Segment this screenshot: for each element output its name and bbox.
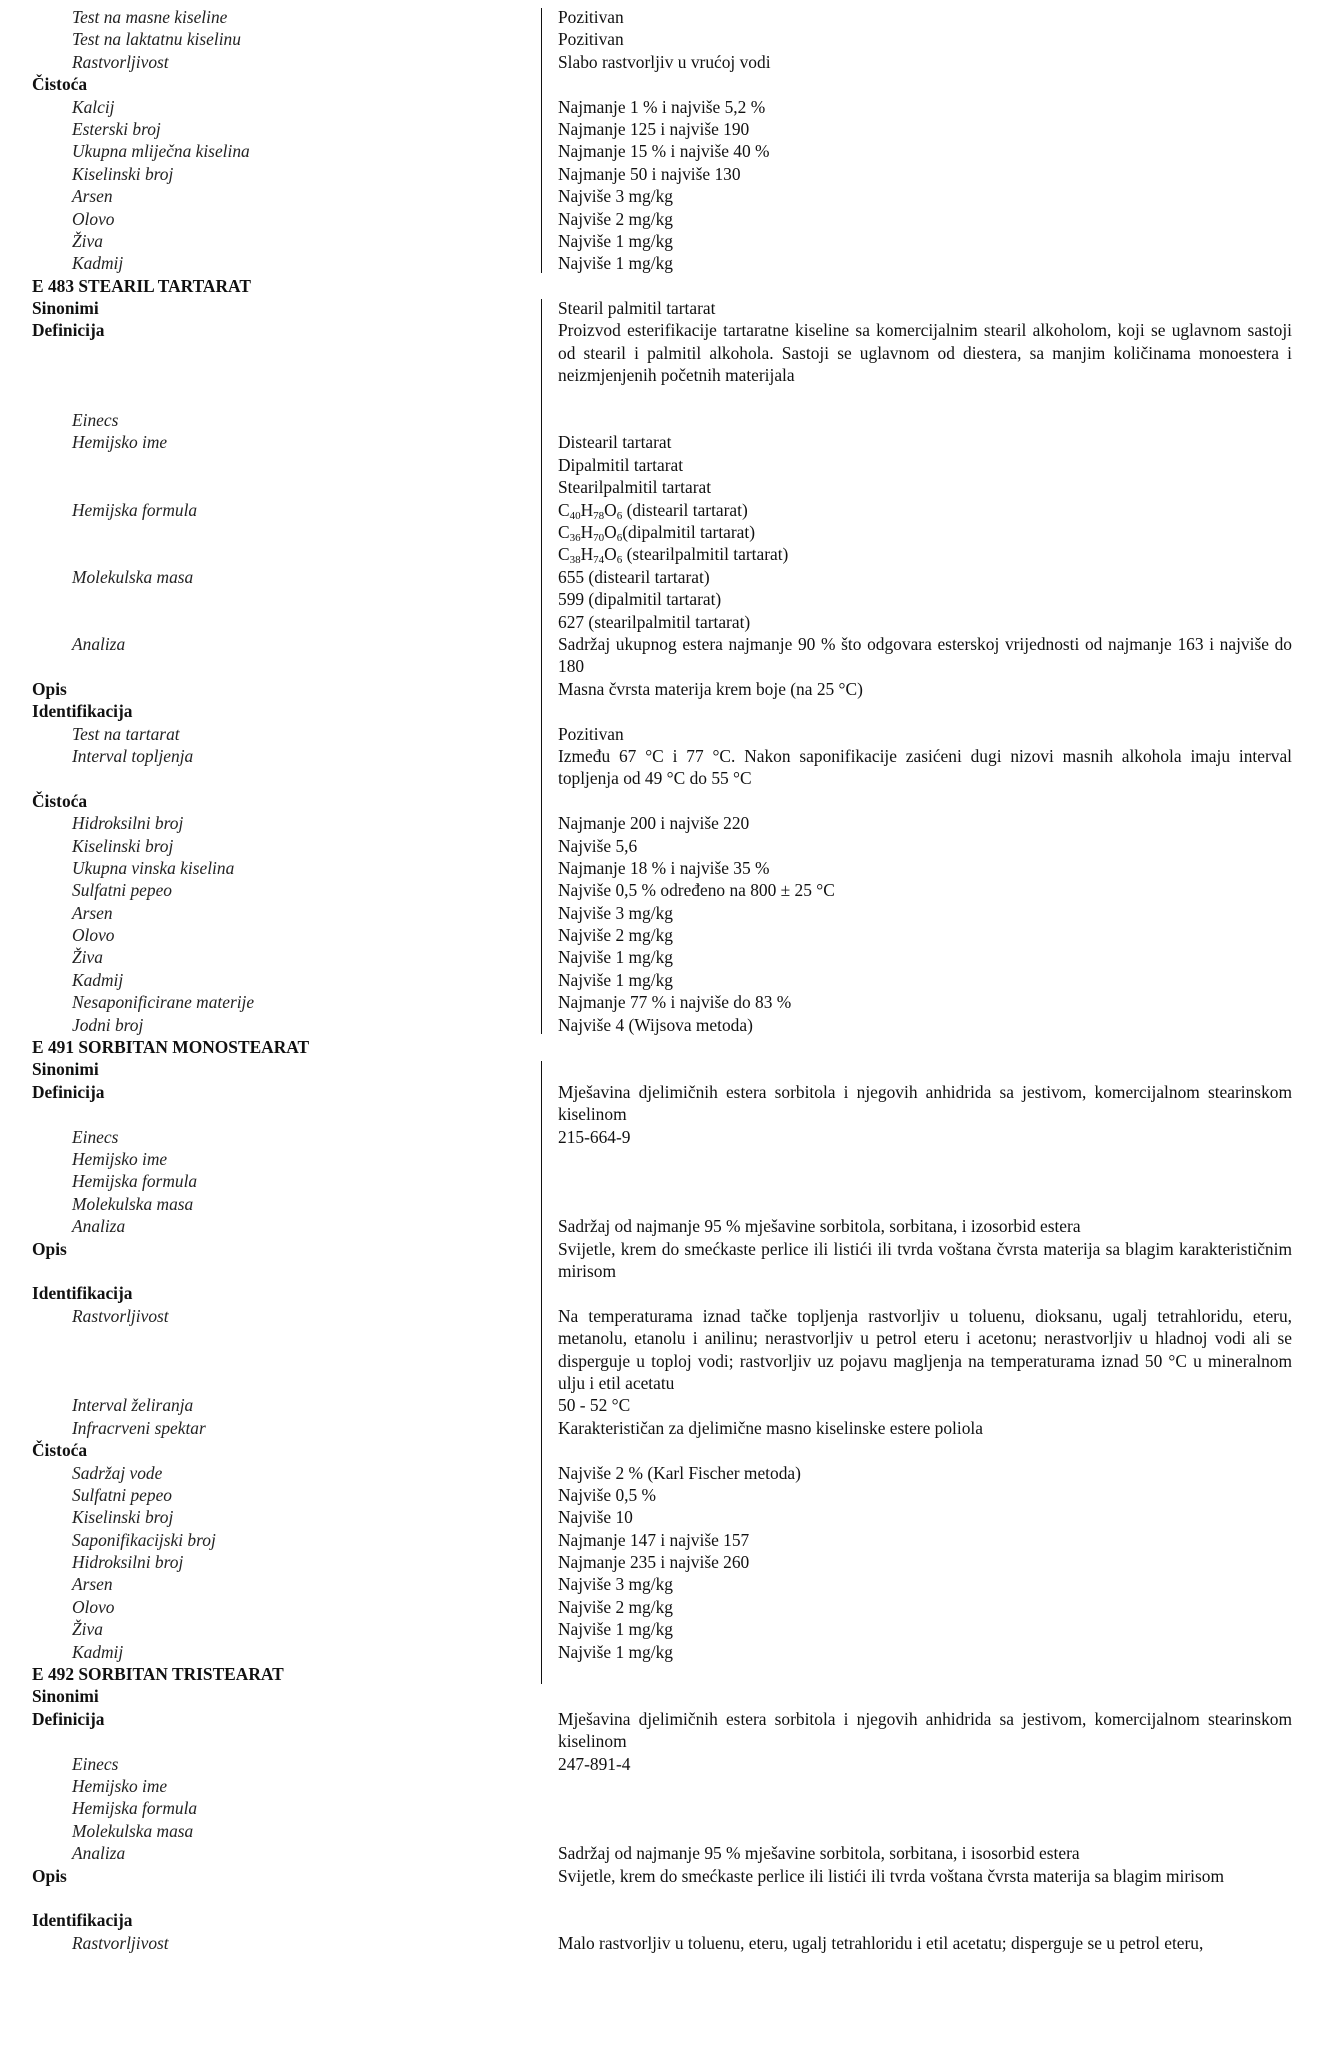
- spec-row: [0, 835, 1340, 857]
- section-heading: Identifikacija: [32, 1910, 133, 1931]
- spec-row: [0, 185, 1340, 207]
- spec-label: Molekulska masa: [72, 566, 194, 587]
- spec-row: [0, 723, 1340, 745]
- spec-row: [0, 140, 1340, 162]
- spec-row: [0, 611, 1340, 633]
- spec-value: Pozitivan: [558, 29, 624, 50]
- spec-row: [0, 499, 1340, 521]
- spec-label: Rastvorljivost: [72, 1305, 169, 1326]
- spec-row: [0, 73, 1340, 95]
- spec-value: Najviše 0,5 %: [558, 1484, 657, 1505]
- spec-row: [0, 1238, 1340, 1283]
- spec-value: $C_{36}H_{70}O_6(dipalmitil$ tartarat): [558, 522, 756, 544]
- spec-label: Rastvorljivost: [72, 1932, 169, 1953]
- spec-value: Najmanje 200 i najviše 220: [558, 813, 750, 834]
- spec-value: Malo rastvorljiv u toluenu, eteru, ugalj tetrahloridu i etil acetatu; disperguje se u petrol eteru,: [558, 1932, 1204, 1953]
- spec-value: $C_{38}H_{74}O_6$ (stearilpalmitil tartarat): [558, 544, 789, 567]
- spec-row: [0, 1170, 1340, 1192]
- spec-row: [0, 812, 1340, 834]
- spec-value: Najviše 3 mg/kg: [558, 186, 673, 207]
- spec-row: [0, 1081, 1340, 1126]
- spec-row: [0, 1484, 1340, 1506]
- spec-label: Kalcij: [72, 96, 115, 117]
- spec-label: Hemijsko ime: [72, 1775, 168, 1796]
- spec-value: Pozitivan: [558, 723, 624, 744]
- section-heading: Čistoća: [32, 1440, 88, 1461]
- column-divider: [541, 8, 542, 273]
- spec-label: Analiza: [72, 1843, 126, 1864]
- spec-row: [0, 1036, 1340, 1058]
- spec-value: Najviše 1 mg/kg: [558, 1619, 673, 1640]
- spec-row: [0, 319, 1340, 386]
- spec-row: [0, 1529, 1340, 1551]
- spec-label: Esterski broj: [72, 118, 161, 139]
- spec-row: [0, 387, 1340, 409]
- spec-value: Najviše 3 mg/kg: [558, 1574, 673, 1595]
- spec-row: [0, 924, 1340, 946]
- spec-label: Einecs: [72, 410, 119, 431]
- spec-value: Najviše 1 mg/kg: [558, 230, 673, 251]
- spec-row: [0, 1775, 1340, 1797]
- spec-label: Ukupna mliječna kiselina: [72, 141, 250, 162]
- spec-value: Pozitivan: [558, 7, 624, 27]
- spec-value: Najviše 2 mg/kg: [558, 208, 673, 229]
- spec-row: [0, 1708, 1340, 1753]
- spec-row: [0, 252, 1340, 274]
- spec-value: Najviše 1 mg/kg: [558, 947, 673, 968]
- section-heading: Opis: [32, 678, 67, 699]
- spec-value: Stearil palmitil tartarat: [558, 298, 716, 319]
- spec-row: [0, 566, 1340, 588]
- spec-value: Proizvod esterifikacije tartaratne kiseline sa komercijalnim stearil alkoholom, koji se uglavnom sastoji od stearil i palmitil alkohola. Sastoji se uglavnom od diestera, sa manjim količinama monoestera i neizmjenjenih početnih materijala: [558, 320, 1292, 386]
- spec-label: Hemijsko ime: [72, 1148, 168, 1169]
- spec-row: [0, 991, 1340, 1013]
- spec-label: Interval topljenja: [72, 745, 194, 766]
- spec-row: [0, 51, 1340, 73]
- spec-value: Masna čvrsta materija krem boje (na 25 °C): [558, 678, 863, 699]
- spec-row: [0, 1663, 1340, 1685]
- spec-value: 627 (stearilpalmitil tartarat): [558, 611, 751, 632]
- spec-label: Infracrveni spektar: [72, 1417, 206, 1438]
- section-heading: E 483 STEARIL TARTARAT: [32, 275, 251, 296]
- spec-value: Mješavina djelimičnih estera sorbitola i njegovih anhidrida sa jestivom, komercijalnom stearinskom kiselinom: [558, 1708, 1292, 1752]
- spec-row: [0, 1417, 1340, 1439]
- spec-label: Molekulska masa: [72, 1820, 194, 1841]
- spec-label: Kiselinski broj: [72, 1507, 174, 1528]
- spec-row: [0, 1797, 1340, 1819]
- spec-label: Kiselinski broj: [72, 835, 174, 856]
- spec-row: [0, 1932, 1340, 1954]
- spec-row: [0, 521, 1340, 543]
- spec-label: Ukupna vinska kiselina: [72, 857, 235, 878]
- document-page: [0, 6, 1340, 1954]
- spec-label: Sadržaj vode: [72, 1462, 163, 1483]
- spec-label: Einecs: [72, 1753, 119, 1774]
- spec-row: [0, 1014, 1340, 1036]
- spec-value: Najviše 3 mg/kg: [558, 902, 673, 923]
- spec-value: 599 (dipalmitil tartarat): [558, 589, 722, 610]
- spec-row: [0, 633, 1340, 678]
- spec-label: Živa: [72, 1619, 103, 1640]
- section-heading: Definicija: [32, 1708, 105, 1729]
- spec-value: Stearilpalmitil tartarat: [558, 477, 712, 498]
- spec-value: 655 (distearil tartarat): [558, 566, 710, 587]
- spec-row: [0, 454, 1340, 476]
- spec-value: Najmanje 1 % i najviše 5,2 %: [558, 96, 766, 117]
- spec-row: [0, 790, 1340, 812]
- spec-row: [0, 1865, 1340, 1910]
- section-heading: E 491 SORBITAN MONOSTEARAT: [32, 1037, 310, 1058]
- column-divider: [541, 299, 542, 1034]
- spec-row: [0, 1641, 1340, 1663]
- spec-label: Arsen: [72, 902, 113, 923]
- spec-label: Kadmij: [72, 1641, 124, 1662]
- spec-value: Najmanje 147 i najviše 157: [558, 1529, 750, 1550]
- spec-row: [0, 96, 1340, 118]
- spec-label: Sulfatni pepeo: [72, 1484, 172, 1505]
- spec-value: Mješavina djelimičnih estera sorbitola i njegovih anhidrida sa jestivom, komercijalnom stearinskom kiselinom: [558, 1081, 1292, 1125]
- spec-row: [0, 431, 1340, 453]
- spec-row: [0, 946, 1340, 968]
- spec-row: [0, 1305, 1340, 1395]
- spec-label: Hemijska formula: [72, 1798, 198, 1819]
- spec-value: Najmanje 50 i najviše 130: [558, 163, 741, 184]
- spec-value: Najviše 4 (Wijsova metoda): [558, 1014, 753, 1035]
- spec-value: Najmanje 125 i najviše 190: [558, 118, 750, 139]
- spec-value: Sadržaj ukupnog estera najmanje 90 % što odgovara esterskoj vrijednosti od najmanje 163 i najviše do 180: [558, 633, 1292, 677]
- spec-row: [0, 208, 1340, 230]
- spec-row: [0, 700, 1340, 722]
- spec-label: Test na tartarat: [72, 723, 180, 744]
- spec-label: Interval želiranja: [72, 1395, 194, 1416]
- spec-row: [0, 1193, 1340, 1215]
- spec-value: Sadržaj od najmanje 95 % mješavine sorbitola, sorbitana, i isosorbid estera: [558, 1843, 1080, 1864]
- spec-row: [0, 118, 1340, 140]
- spec-label: Olovo: [72, 208, 115, 229]
- spec-label: Kiselinski broj: [72, 163, 174, 184]
- spec-value: Na temperaturama iznad tačke topljenja rastvorljiv u toluenu, dioksanu, ugalj tetrahloridu, eteru, metanolu, etanolu i anilinu; nerastvorljiv u petrol eteru i acetonu; nerastvorljiv u hladnoj vodi ali se disperguje u toploj vodi; rastvorljiv uz pojavu magljenja na temperaturama iznad 50 °C u mineralnom ulju i etil acetatu: [558, 1305, 1292, 1393]
- spec-label: Rastvorljivost: [72, 51, 169, 72]
- section-heading: Definicija: [32, 320, 105, 341]
- spec-row: [0, 1909, 1340, 1931]
- spec-row: [0, 1842, 1340, 1864]
- spec-value: Svijetle, krem do smećkaste perlice ili listići ili tvrda voštana čvrsta materija sa blagim karakterističnim mirisom: [558, 1238, 1292, 1281]
- column-divider: [541, 1061, 542, 1684]
- spec-row: [0, 1596, 1340, 1618]
- spec-label: Hemijska formula: [72, 499, 198, 520]
- spec-row: [0, 6, 1340, 28]
- spec-value: Najmanje 18 % i najviše 35 %: [558, 857, 770, 878]
- spec-value: 247-891-4: [558, 1753, 631, 1774]
- spec-label: Test na laktatnu kiselinu: [72, 29, 241, 50]
- section-heading: Opis: [32, 1865, 67, 1886]
- spec-label: Olovo: [72, 1596, 115, 1617]
- spec-row: [0, 1685, 1340, 1707]
- spec-label: Test na masne kiseline: [72, 7, 228, 27]
- spec-label: Živa: [72, 230, 103, 251]
- spec-label: Arsen: [72, 186, 113, 207]
- section-heading: Sinonimi: [32, 1686, 99, 1707]
- spec-value: Svijetle, krem do smećkaste perlice ili listići ili tvrda voštana čvrsta materija sa blagim mirisom: [558, 1865, 1224, 1886]
- spec-value: $C_{40}H_{78}O_6$ (distearil tartarat): [558, 499, 748, 522]
- spec-row: [0, 1820, 1340, 1842]
- spec-label: Sulfatni pepeo: [72, 880, 172, 901]
- spec-row: [0, 1282, 1340, 1304]
- spec-label: Jodni broj: [72, 1014, 144, 1035]
- spec-label: Hidroksilni broj: [72, 813, 184, 834]
- spec-value: Najviše 10: [558, 1507, 633, 1528]
- section-heading: Identifikacija: [32, 1283, 133, 1304]
- spec-label: Hemijska formula: [72, 1171, 198, 1192]
- spec-label: Olovo: [72, 925, 115, 946]
- spec-row: [0, 879, 1340, 901]
- spec-row: [0, 1462, 1340, 1484]
- spec-value: Najviše 1 mg/kg: [558, 1641, 673, 1662]
- spec-row: [0, 1215, 1340, 1237]
- section-heading: Opis: [32, 1238, 67, 1259]
- section-heading: Čistoća: [32, 74, 88, 95]
- spec-label: Analiza: [72, 1216, 126, 1237]
- spec-label: Saponifikacijski broj: [72, 1529, 216, 1550]
- spec-label: Hemijsko ime: [72, 432, 168, 453]
- spec-row: [0, 678, 1340, 700]
- spec-value: Slabo rastvorljiv u vrućoj vodi: [558, 51, 771, 72]
- spec-value: 215-664-9: [558, 1126, 631, 1147]
- spec-row: [0, 543, 1340, 565]
- spec-row: [0, 1058, 1340, 1080]
- spec-value: Karakterističan za djelimične masno kiselinske estere poliola: [558, 1417, 983, 1438]
- spec-label: Arsen: [72, 1574, 113, 1595]
- spec-value: Sadržaj od najmanje 95 % mješavine sorbitola, sorbitana, i izosorbid estera: [558, 1216, 1081, 1237]
- spec-row: [0, 1753, 1340, 1775]
- section-heading: E 492 SORBITAN TRISTEARAT: [32, 1664, 284, 1685]
- spec-row: [0, 1148, 1340, 1170]
- spec-row: [0, 588, 1340, 610]
- spec-label: Molekulska masa: [72, 1193, 194, 1214]
- spec-row: [0, 1506, 1340, 1528]
- spec-row: [0, 969, 1340, 991]
- spec-label: Hidroksilni broj: [72, 1552, 184, 1573]
- spec-value: Najviše 5,6: [558, 835, 638, 856]
- spec-row: [0, 476, 1340, 498]
- spec-row: [0, 1618, 1340, 1640]
- spec-row: [0, 297, 1340, 319]
- spec-row: [0, 1394, 1340, 1416]
- spec-row: [0, 745, 1340, 790]
- spec-value: Najviše 1 mg/kg: [558, 969, 673, 990]
- spec-row: [0, 1551, 1340, 1573]
- spec-value: Dipalmitil tartarat: [558, 454, 684, 475]
- spec-row: [0, 1439, 1340, 1461]
- spec-value: Najviše 0,5 % određeno na 800 ± 25 °C: [558, 880, 835, 901]
- spec-row: [0, 1126, 1340, 1148]
- section-heading: Definicija: [32, 1081, 105, 1102]
- spec-value: Između 67 °C i 77 °C. Nakon saponifikacije zasićeni dugi nizovi masnih alkohola imaju interval topljenja od 49 °C do 55 °C: [558, 745, 1292, 789]
- spec-value: Najmanje 15 % i najviše 40 %: [558, 141, 770, 162]
- spec-row: [0, 163, 1340, 185]
- spec-value: Najviše 2 mg/kg: [558, 1596, 673, 1617]
- spec-row: [0, 1573, 1340, 1595]
- spec-value: Najviše 2 mg/kg: [558, 925, 673, 946]
- spec-value: Distearil tartarat: [558, 432, 672, 453]
- spec-row: [0, 409, 1340, 431]
- section-heading: Sinonimi: [32, 1059, 99, 1080]
- spec-row: [0, 230, 1340, 252]
- spec-label: Nesaponificirane materije: [72, 992, 255, 1013]
- spec-value: Najmanje 77 % i najviše do 83 %: [558, 992, 792, 1013]
- spec-value: Najviše 2 % (Karl Fischer metoda): [558, 1462, 801, 1483]
- section-heading: Sinonimi: [32, 298, 99, 319]
- section-heading: Identifikacija: [32, 701, 133, 722]
- spec-value: Najviše 1 mg/kg: [558, 253, 673, 274]
- spec-value: 50 - 52 °C: [558, 1395, 631, 1416]
- spec-row: [0, 902, 1340, 924]
- spec-label: Analiza: [72, 633, 126, 654]
- section-heading: Čistoća: [32, 790, 88, 811]
- spec-label: Živa: [72, 947, 103, 968]
- spec-label: Einecs: [72, 1126, 119, 1147]
- spec-label: Kadmij: [72, 253, 124, 274]
- spec-label: Kadmij: [72, 969, 124, 990]
- spec-row: [0, 857, 1340, 879]
- spec-value: Najmanje 235 i najviše 260: [558, 1552, 750, 1573]
- spec-row: [0, 275, 1340, 297]
- spec-row: [0, 28, 1340, 50]
